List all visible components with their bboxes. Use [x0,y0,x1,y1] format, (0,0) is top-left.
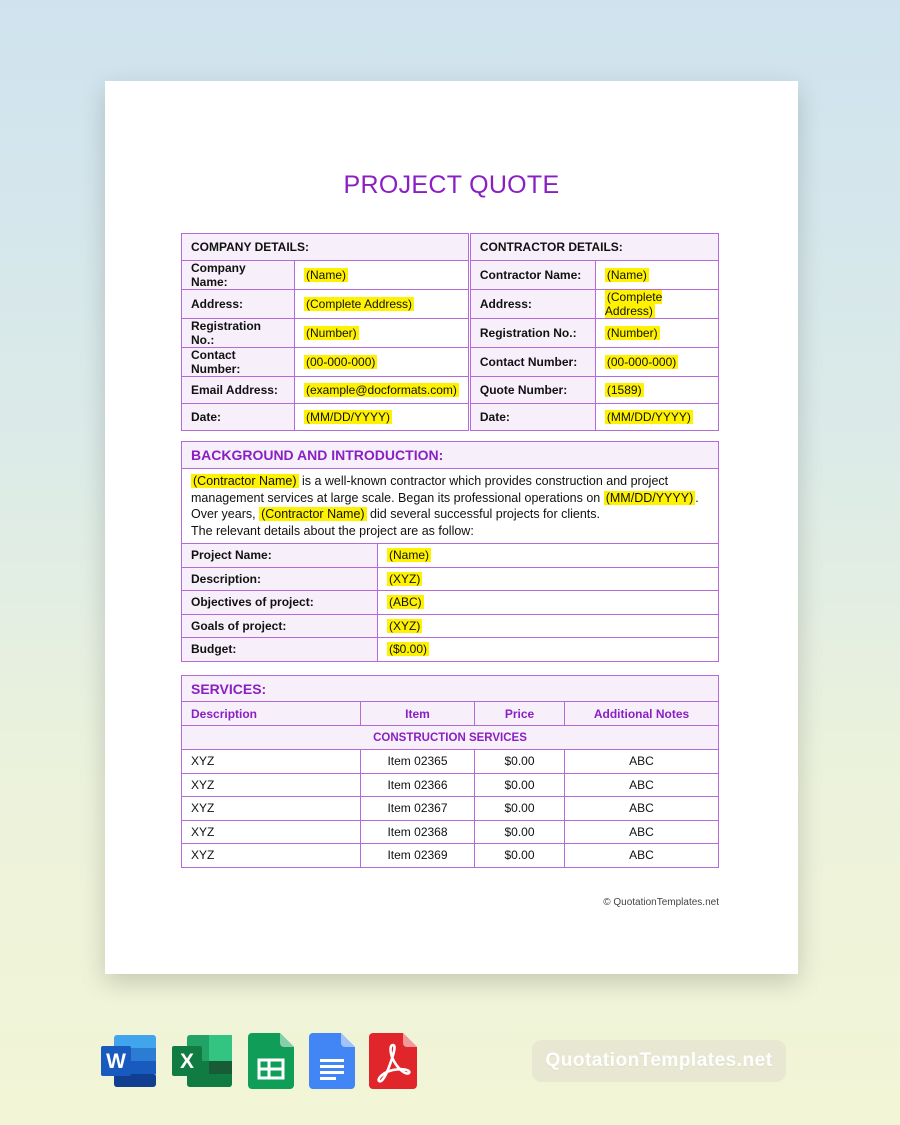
column-header-description: Description [182,702,361,726]
excel-letter: X [179,1050,195,1073]
details-table [181,233,719,431]
company-address-label: Address: [182,290,295,319]
table-row [182,614,719,638]
document-page [105,81,798,974]
goals-value: (XYZ) [389,618,421,633]
objectives-label: Objectives of project: [182,591,378,615]
contractor-name-label: Contractor Name: [470,261,595,290]
services-column-headers [182,702,719,726]
contractor-address-label: Address: [470,290,595,319]
company-date-value: (MM/DD/YYYY) [306,410,390,424]
quote-number-label: Quote Number: [470,377,595,404]
table-row [182,348,719,377]
company-registration-label: Registration No.: [182,319,295,348]
site-watermark: QuotationTemplates.net [532,1040,786,1082]
table-row [182,544,719,568]
project-name-value: (Name) [389,548,430,563]
table-row: XYZ Item 02366 $0.00 ABC [182,773,719,797]
company-date-label: Date: [182,404,295,431]
company-name-value: (Name) [306,268,347,282]
table-row: XYZ Item 02369 $0.00 ABC [182,844,719,868]
contractor-registration-label: Registration No.: [470,319,595,348]
excel-icon[interactable] [171,1033,233,1089]
contractor-date-value: (MM/DD/YYYY) [606,410,691,424]
company-email-label: Email Address: [182,377,295,404]
table-row: XYZ Item 02368 $0.00 ABC [182,820,719,844]
quote-number-value: (1589) [606,383,642,397]
company-registration-value: (Number) [306,326,357,340]
description-label: Description: [182,567,378,591]
contractor-date-label: Date: [470,404,595,431]
table-row [182,261,719,290]
table-row [182,404,719,431]
goals-label: Goals of project: [182,614,378,638]
background-table [181,441,719,662]
company-email-value: (example@docformats.com) [306,383,457,397]
company-contact-value: (00-000-000) [306,355,376,369]
table-row [182,567,719,591]
column-header-notes: Additional Notes [565,702,719,726]
column-header-price: Price [475,702,565,726]
contractor-address-value: (Complete Address) [604,290,663,318]
company-address-value: (Complete Address) [306,297,413,311]
table-row [182,377,719,404]
column-header-item: Item [361,702,475,726]
copyright-footer: © QuotationTemplates.net [603,897,719,908]
table-row: XYZ Item 02365 $0.00 ABC [182,750,719,774]
budget-label: Budget: [182,638,378,662]
description-value: (XYZ) [389,571,421,586]
table-row [182,319,719,348]
word-letter: W [106,1050,126,1073]
table-row [182,638,719,662]
project-name-label: Project Name: [182,544,378,568]
background-heading: BACKGROUND AND INTRODUCTION: [182,442,719,469]
word-icon[interactable] [100,1033,157,1089]
background-paragraph: (Contractor Name) is a well-known contractor which provides construction and project management services at large scale. Began its professional operations on (MM/DD/YYYY) . Over years, (Contractor Name) did several successful projects for clients. The relevant details about the project are as follow: [182,469,719,544]
services-table [181,675,719,868]
budget-value: ($0.00) [389,642,428,657]
contractor-contact-value: (00-000-000) [606,355,677,369]
pdf-icon[interactable] [369,1033,417,1089]
sheets-icon[interactable] [248,1033,294,1089]
docs-icon[interactable] [309,1033,355,1089]
table-row [182,591,719,615]
construction-services-subheading: CONSTRUCTION SERVICES [182,726,719,750]
services-heading: SERVICES: [182,676,719,702]
contractor-details-heading: CONTRACTOR DETAILS: [470,234,718,261]
contractor-name-value: (Name) [606,268,647,282]
contractor-registration-value: (Number) [606,326,658,340]
company-name-label: Company Name: [182,261,295,290]
table-row [182,290,719,319]
contractor-contact-label: Contact Number: [470,348,595,377]
page-title: PROJECT QUOTE [343,171,560,199]
table-row: XYZ Item 02367 $0.00 ABC [182,797,719,821]
objectives-value: (ABC) [389,595,422,610]
company-details-heading: COMPANY DETAILS: [182,234,469,261]
company-contact-label: Contact Number: [182,348,295,377]
